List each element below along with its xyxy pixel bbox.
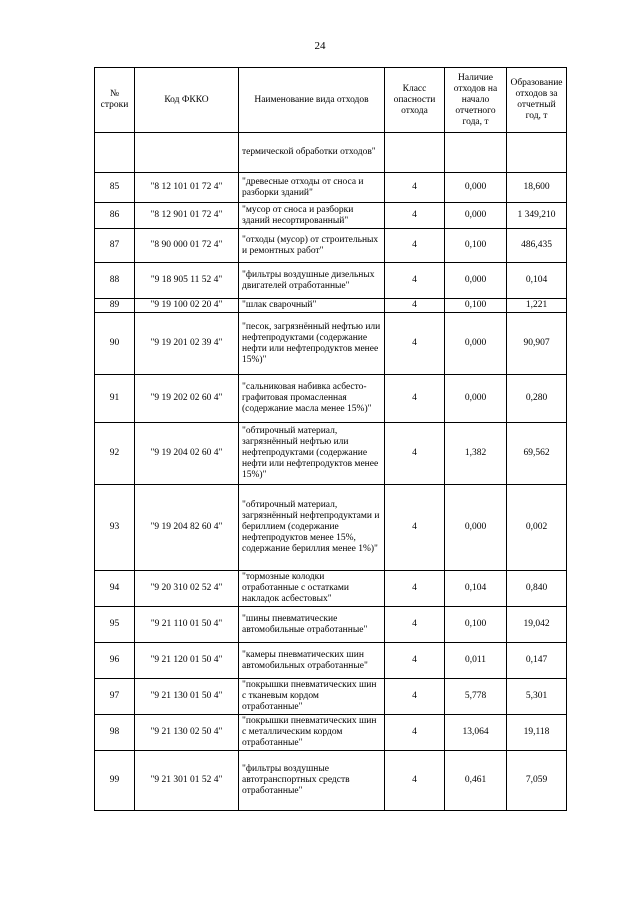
formed-amount: 19,042 <box>507 607 567 643</box>
formed-amount: 19,118 <box>507 715 567 751</box>
row-number: 85 <box>95 173 135 203</box>
start-of-year-amount: 13,064 <box>445 715 507 751</box>
table-body <box>95 133 567 811</box>
row-number: 86 <box>95 203 135 229</box>
start-of-year-amount: 0,100 <box>445 229 507 263</box>
start-of-year-amount: 0,000 <box>445 173 507 203</box>
hazard-class: 4 <box>385 485 445 571</box>
start-of-year-amount: 5,778 <box>445 679 507 715</box>
waste-name: "шлак сварочный" <box>239 299 385 313</box>
start-of-year-amount: 0,000 <box>445 263 507 299</box>
fkko-code: "8 12 101 01 72 4" <box>135 173 239 203</box>
fkko-code: "9 19 204 82 60 4" <box>135 485 239 571</box>
hazard-class: 4 <box>385 375 445 423</box>
waste-name: термической обработки отходов" <box>239 133 385 173</box>
formed-amount: 69,562 <box>507 423 567 485</box>
hazard-class: 4 <box>385 203 445 229</box>
fkko-code: "8 12 901 01 72 4" <box>135 203 239 229</box>
fkko-code <box>135 133 239 173</box>
fkko-code: "9 19 201 02 39 4" <box>135 313 239 375</box>
table-row <box>95 313 567 375</box>
hazard-class <box>385 133 445 173</box>
formed-amount: 0,147 <box>507 643 567 679</box>
waste-table <box>94 67 567 811</box>
table-row <box>95 571 567 607</box>
waste-name: "покрышки пневматических шин с тканевым кордом отработанные" <box>239 679 385 715</box>
hazard-class: 4 <box>385 751 445 811</box>
fkko-code: "9 21 301 01 52 4" <box>135 751 239 811</box>
table-row <box>95 485 567 571</box>
hazard-class: 4 <box>385 263 445 299</box>
waste-name: "обтирочный материал, загрязнённый нефтепродуктами и бериллием (содержание нефтепродуктов менее 15%, содержание бериллия менее 1%)" <box>239 485 385 571</box>
header-row-number: № строки <box>95 68 135 133</box>
row-number: 96 <box>95 643 135 679</box>
waste-name: "тормозные колодки отработанные с остатками накладок асбестовых" <box>239 571 385 607</box>
formed-amount: 90,907 <box>507 313 567 375</box>
fkko-code: "9 21 130 02 50 4" <box>135 715 239 751</box>
start-of-year-amount: 1,382 <box>445 423 507 485</box>
formed-amount: 18,600 <box>507 173 567 203</box>
table-row <box>95 229 567 263</box>
row-number: 88 <box>95 263 135 299</box>
waste-name: "сальниковая набивка асбесто-графитовая промасленная (содержание масла менее 15%)" <box>239 375 385 423</box>
fkko-code: "9 19 204 02 60 4" <box>135 423 239 485</box>
waste-name: "песок, загрязнённый нефтью или нефтепродуктами (содержание нефти или нефтепродуктов менее 15%)" <box>239 313 385 375</box>
waste-name: "фильтры воздушные автотранспортных средств отработанные" <box>239 751 385 811</box>
table-row <box>95 173 567 203</box>
row-number: 89 <box>95 299 135 313</box>
start-of-year-amount: 0,000 <box>445 375 507 423</box>
table-row <box>95 607 567 643</box>
waste-name: "отходы (мусор) от строительных и ремонтных работ" <box>239 229 385 263</box>
row-number: 92 <box>95 423 135 485</box>
fkko-code: "9 21 110 01 50 4" <box>135 607 239 643</box>
waste-name: "обтирочный материал, загрязнённый нефтью или нефтепродуктами (содержание нефти или нефтепродуктов менее 15%)" <box>239 423 385 485</box>
hazard-class: 4 <box>385 173 445 203</box>
waste-name: "камеры пневматических шин автомобильных отработанные" <box>239 643 385 679</box>
table-row <box>95 643 567 679</box>
start-of-year-amount: 0,000 <box>445 313 507 375</box>
table-row <box>95 375 567 423</box>
formed-amount: 0,104 <box>507 263 567 299</box>
waste-name: "мусор от сноса и разборки зданий несортированный" <box>239 203 385 229</box>
formed-amount: 486,435 <box>507 229 567 263</box>
table-row <box>95 679 567 715</box>
fkko-code: "9 19 202 02 60 4" <box>135 375 239 423</box>
waste-name: "покрышки пневматических шин с металлическим кордом отработанные" <box>239 715 385 751</box>
header-hazard-class: Класс опасности отхода <box>385 68 445 133</box>
table-row <box>95 715 567 751</box>
row-number: 90 <box>95 313 135 375</box>
formed-amount: 5,301 <box>507 679 567 715</box>
start-of-year-amount: 0,104 <box>445 571 507 607</box>
start-of-year-amount: 0,000 <box>445 485 507 571</box>
row-number: 95 <box>95 607 135 643</box>
fkko-code: "9 19 100 02 20 4" <box>135 299 239 313</box>
start-of-year-amount: 0,100 <box>445 607 507 643</box>
hazard-class: 4 <box>385 423 445 485</box>
formed-amount: 7,059 <box>507 751 567 811</box>
formed-amount: 1,221 <box>507 299 567 313</box>
row-number: 87 <box>95 229 135 263</box>
fkko-code: "9 21 120 01 50 4" <box>135 643 239 679</box>
table-row <box>95 299 567 313</box>
hazard-class: 4 <box>385 229 445 263</box>
table-row <box>95 751 567 811</box>
header-fkko-code: Код ФККО <box>135 68 239 133</box>
start-of-year-amount: 0,100 <box>445 299 507 313</box>
header-start-of-year: Наличие отходов на начало отчетного года, т <box>445 68 507 133</box>
row-number: 99 <box>95 751 135 811</box>
waste-name: "фильтры воздушные дизельных двигателей отработанные" <box>239 263 385 299</box>
hazard-class: 4 <box>385 715 445 751</box>
hazard-class: 4 <box>385 607 445 643</box>
formed-amount: 0,002 <box>507 485 567 571</box>
table-row <box>95 133 567 173</box>
table-header-row <box>95 68 567 133</box>
start-of-year-amount: 0,461 <box>445 751 507 811</box>
waste-name: "древесные отходы от сноса и разборки зданий" <box>239 173 385 203</box>
row-number: 98 <box>95 715 135 751</box>
table-row <box>95 203 567 229</box>
hazard-class: 4 <box>385 679 445 715</box>
table-row <box>95 263 567 299</box>
start-of-year-amount <box>445 133 507 173</box>
waste-name: "шины пневматические автомобильные отработанные" <box>239 607 385 643</box>
start-of-year-amount: 0,011 <box>445 643 507 679</box>
row-number: 97 <box>95 679 135 715</box>
formed-amount: 0,280 <box>507 375 567 423</box>
formed-amount: 1 349,210 <box>507 203 567 229</box>
page-number: 24 <box>314 40 326 52</box>
fkko-code: "8 90 000 01 72 4" <box>135 229 239 263</box>
formed-amount: 0,840 <box>507 571 567 607</box>
hazard-class: 4 <box>385 571 445 607</box>
hazard-class: 4 <box>385 299 445 313</box>
row-number: 94 <box>95 571 135 607</box>
fkko-code: "9 21 130 01 50 4" <box>135 679 239 715</box>
fkko-code: "9 18 905 11 52 4" <box>135 263 239 299</box>
row-number: 93 <box>95 485 135 571</box>
start-of-year-amount: 0,000 <box>445 203 507 229</box>
header-waste-name: Наименование вида отходов <box>239 68 385 133</box>
hazard-class: 4 <box>385 313 445 375</box>
row-number <box>95 133 135 173</box>
header-formed-during-year: Образование отходов за отчетный год, т <box>507 68 567 133</box>
table-row <box>95 423 567 485</box>
fkko-code: "9 20 310 02 52 4" <box>135 571 239 607</box>
formed-amount <box>507 133 567 173</box>
row-number: 91 <box>95 375 135 423</box>
hazard-class: 4 <box>385 643 445 679</box>
